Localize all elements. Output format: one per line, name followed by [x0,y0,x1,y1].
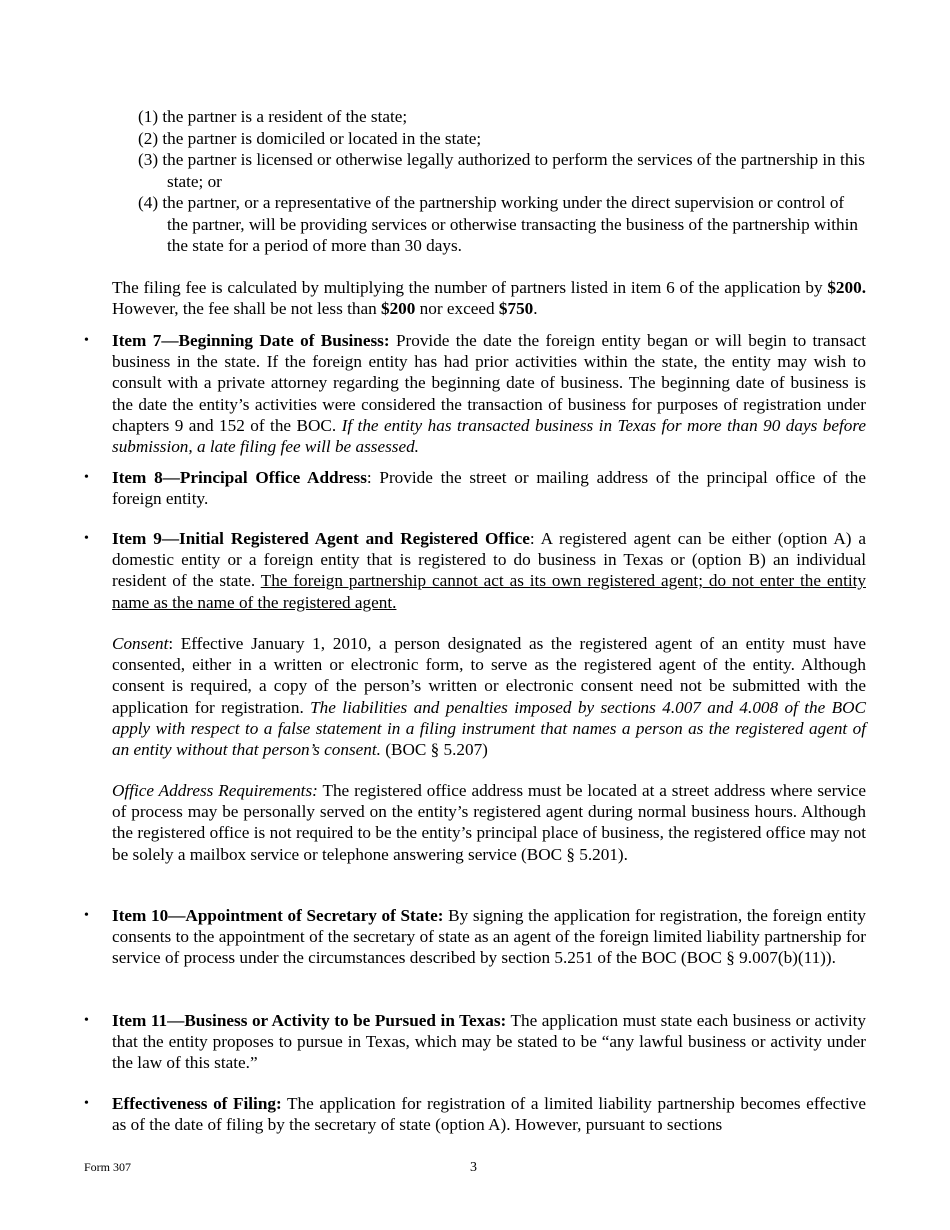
item-9-heading: Item 9—Initial Registered Agent and Registered Office [112,529,530,548]
item-8-paragraph: Item 8—Principal Office Address: Provide the street or mailing address of the principal office of the foreign entity. [112,468,866,509]
bullet-icon: • [84,531,89,546]
bullet-icon: • [84,333,89,348]
item-10-paragraph: Item 10—Appointment of Secretary of State: By signing the application for registration, the foreign entity consents to the appointment of the secretary of state as an agent of the foreign limited liability partnership for service of process under the circumstances described by section 5.251 of the BOC (BOC § 9.007(b)(11)). [112,906,866,968]
item-7-paragraph: Item 7—Beginning Date of Business: Provide the date the foreign entity began or will begin to transact business in the state. If the foreign entity has had prior activities within the state, the entity may wish to consult with a private attorney regarding the beginning date of business. The beginning date of business is the date the entity’s activities were considered the transaction of business for purposes of registration under chapters 9 and 152 of the BOC. If the entity has transacted business in Texas for more than 90 days before submission, a late filing fee will be assessed. [112,331,867,457]
bullet-icon: • [84,1096,89,1111]
effectiveness-paragraph: Effectiveness of Filing: The application for registration of a limited liability partnership becomes effective as of the date of filing by the secretary of state (option A). However, pursuant to sections [112,1094,866,1135]
item-9-paragraph: Item 9—Initial Registered Agent and Registered Office: A registered agent can be either (option A) a domestic entity or a foreign entity that is registered to do business in Texas or (option B) an individual resident of the state. The foreign partnership cannot act as its own registered agent; do not enter the entity name as the name of the registered agent. [112,529,866,612]
form-number: Form 307 [84,1160,132,1174]
item-8-heading: Item 8—Principal Office Address [112,468,367,487]
fee-maximum: $750 [498,299,534,319]
condition-item: (2) the partner is domiciled or located in the state; [138,128,482,148]
fee-minimum: $200 [380,299,416,319]
condition-item: (1) the partner is a resident of the state; [138,107,408,126]
bullet-icon: • [84,1013,89,1028]
item-11-paragraph: Item 11—Business or Activity to be Pursued in Texas: The application must state each business or activity that the entity proposes to pursue in Texas, which may be stated to be “any lawful business or activity under the law of this state.” [112,1011,866,1073]
effectiveness-heading: Effectiveness of Filing: [112,1094,282,1113]
fee-amount: $200. [827,278,866,297]
item-11-heading: Item 11—Business or Activity to be Pursued in Texas: [112,1011,507,1030]
condition-item: (4) the partner, or a representative of the partnership working under the direct supervision or control of the partner, will be providing services or otherwise transacting the business of the partnership within the state for a period of more than 30 days. [138,193,858,255]
consent-label: Consent [112,634,169,653]
item-7-heading: Item 7—Beginning Date of Business: [112,331,390,350]
office-address-label: Office Address Requirements: [112,781,318,800]
item-10-heading: Item 10—Appointment of Secretary of State: [112,906,444,925]
consent-paragraph: Consent: Effective January 1, 2010, a person designated as the registered agent of an entity must have consented, either in a written or electronic form, to serve as the registered agent of the entity. Although consent is required, a copy of the person’s written or electronic consent need not be submitted with the application for registration. The liabilities and penalties imposed by sections 4.007 and 4.008 of the BOC apply with respect to a false statement in a filing instrument that names a person as the registered agent of an entity without that person’s consent. (BOC § 5.207) [112,634,866,760]
bullet-icon: • [84,908,89,923]
page-number: 3 [470,1160,477,1175]
office-address-paragraph: Office Address Requirements: The registered office address must be located at a street address where service of process may be personally served on the entity’s registered agent during normal business hours. Although the registered office is not required to be the entity’s principal place of business, the registered office may not be solely a mailbox service or telephone answering service (BOC § 5.201). [112,781,866,864]
partner-conditions-list [138,106,868,257]
condition-item: (3) the partner is licensed or otherwise legally authorized to perform the services of the partnership in this state; or [138,150,865,191]
filing-fee-paragraph: The filing fee is calculated by multiplying the number of partners listed in item 6 of the application by $200. However, the fee shall be not less than $200 nor exceed $750. [112,278,866,319]
bullet-icon: • [84,470,89,485]
